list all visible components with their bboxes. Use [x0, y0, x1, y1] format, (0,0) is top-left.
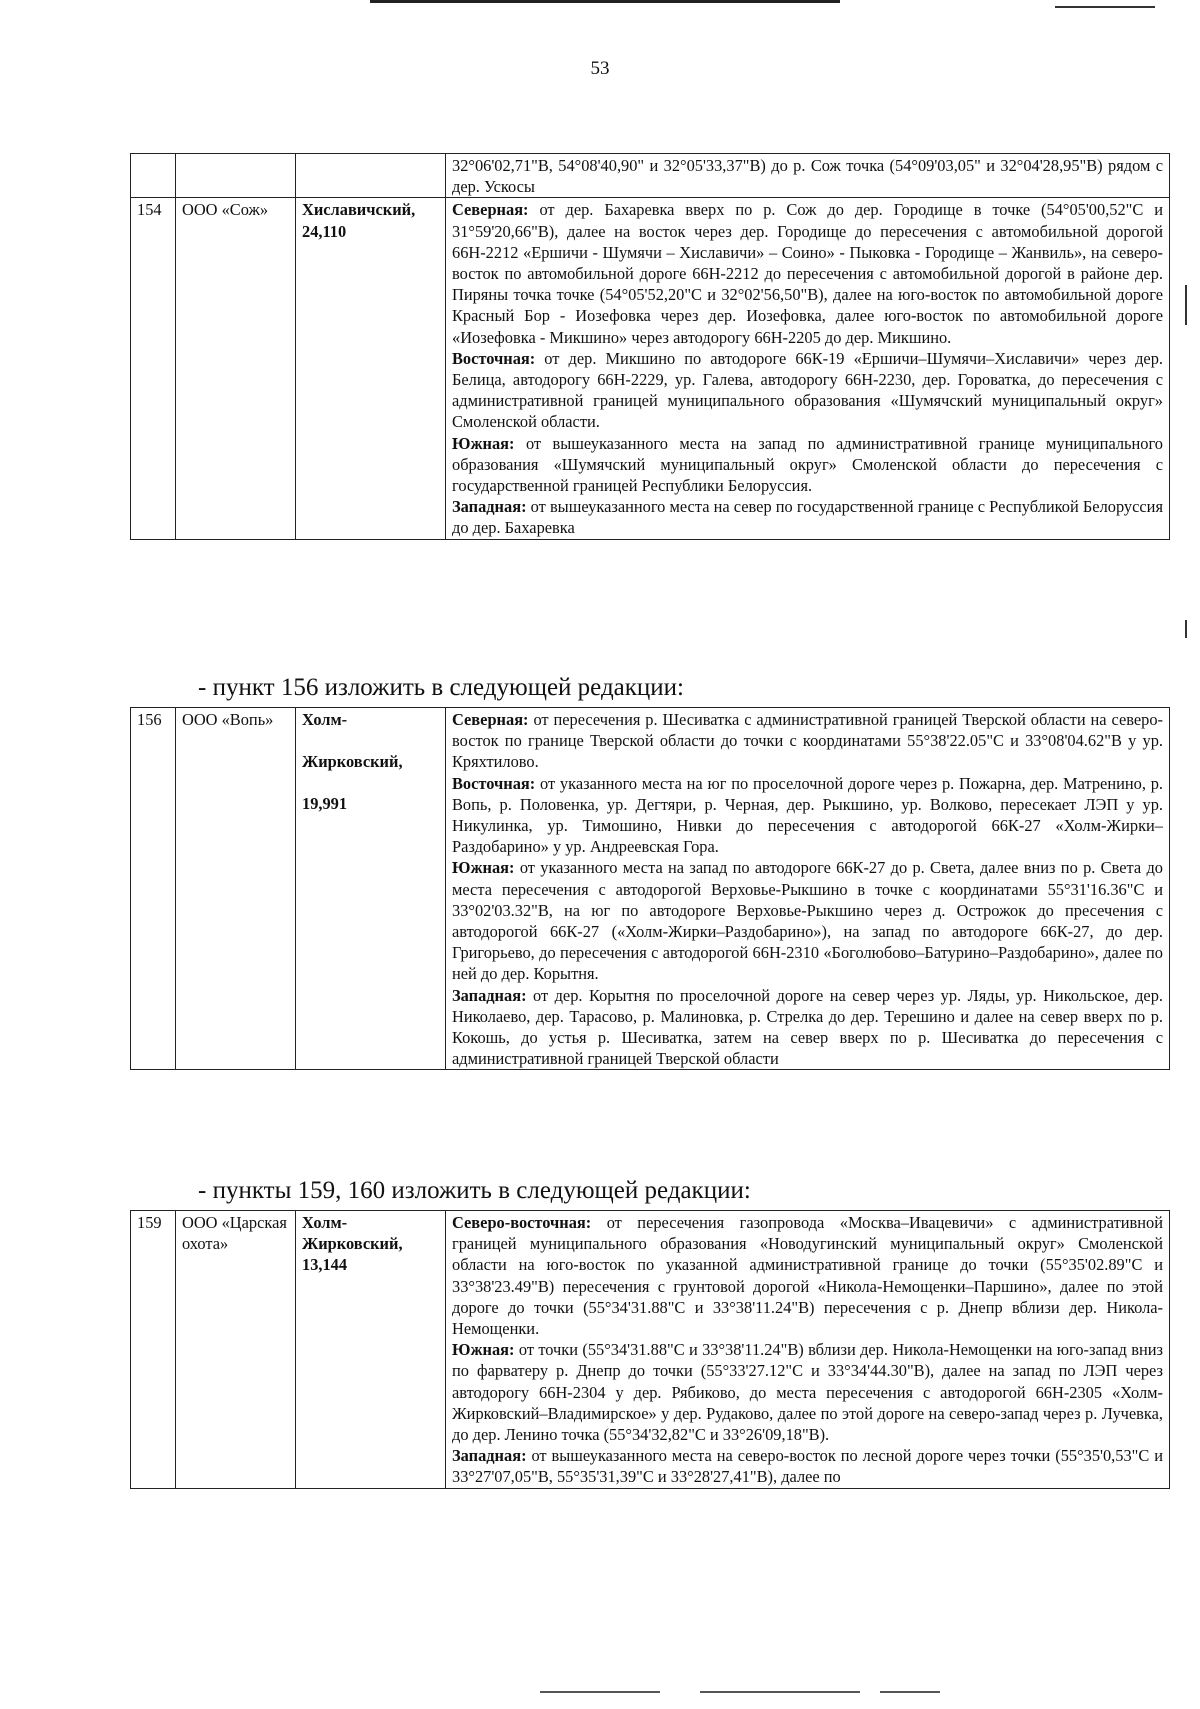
scan-margin-mark — [1185, 620, 1187, 638]
boundary-text: от вышеуказанного места на запад по административной границе муниципального образования «Шумячский муниципальный округ» Смоленской области до пересечения с государственной границей Республики Белоруссия. — [452, 433, 1163, 496]
boundary-label: Восточная: — [452, 348, 536, 368]
row-number: 156 — [131, 708, 176, 1070]
boundary-text: от указанного места на юг по проселочной дороге через р. Пожарна, дер. Матренино, р. Вопь, р. Половенка, ур. Дегтяри, р. Черная, дер. Рыкшино, ур. Волково, пересекает ЛЭП у ур. Никулинка, ур. Тимошино, Нивки до пересечения с автодорогой 66К-27 «Холм-Жирки–Раздобарино» у ур. Андреевская Гора. — [452, 773, 1163, 857]
boundary-description — [446, 708, 1170, 1070]
district-area — [296, 198, 446, 539]
area-value: 19,991 — [302, 794, 348, 814]
boundary-north — [452, 199, 1163, 347]
boundary-label: Северная: — [452, 710, 529, 729]
boundary-label: Северо-восточная: — [452, 1213, 592, 1232]
boundary-description — [446, 1211, 1170, 1489]
boundary-text: от вышеуказанного места на север по государственной границе с Республикой Белоруссия до дер. Бахаревка — [452, 497, 1163, 538]
table-row-continuation — [131, 154, 1170, 198]
boundary-northeast — [452, 1212, 1163, 1339]
amendment-heading-159-160: - пункты 159, 160 изложить в следующей редакции: — [198, 1177, 751, 1204]
hunting-grounds-table-2 — [130, 707, 1170, 1070]
boundary-west — [452, 1445, 1163, 1487]
boundary-label: Западная: — [452, 985, 527, 1005]
district-name-line2: Жирковский, — [302, 1234, 403, 1254]
boundary-label: Восточная: — [452, 773, 536, 793]
amendment-heading-156: - пункт 156 изложить в следующей редакции: — [198, 674, 684, 701]
boundary-label: Северная: — [452, 200, 529, 220]
hunting-grounds-table-3 — [130, 1210, 1170, 1489]
boundary-north — [452, 709, 1163, 773]
boundary-east — [452, 348, 1163, 433]
hunting-grounds-table-1 — [130, 153, 1170, 540]
boundary-text: от дер. Бахаревка вверх по р. Сож до дер. Городище в точке (54°05'00,52"С и 31°59'20,66"В), далее на восток через дер. Городище до пересечения с автомобильной дорогой 66Н-2212 «Ершичи - Шумячи – Хиславичи» – Соино» - Пыковка - Городище – Жанвиль», на северо-восток по автомобильной дороге 66Н-2212 до пересечения с автомобильной дорогой в районе дер. Пиряны точка точке (54°05'52,20"С и 32°02'56,50"В), далее на юго-восток по автомобильной дороге Красный Бор - Иозефовка через дер. Иозефовка, далее юго-восток по автомобильной дороге «Иозефовка - Микшино» через автодорогу 66Н-2205 до дер. Микшино. — [452, 200, 1163, 347]
table-row-156 — [131, 708, 1170, 1070]
boundary-text: от вышеуказанного места на северо-восток по лесной дороге через точки (55°35'0,53"С и 33°27'07,05"В, 55°35'31,39"С и 33°28'27,41"В), далее по — [452, 1446, 1163, 1487]
area-value: 24,110 — [302, 221, 347, 241]
boundary-text: от пересечения газопровода «Москва–Ивацевичи» с административной границей муниципального образования «Новодугинский муниципальный округ» Смоленской области на юго-восток по указанной административной границе до точки (55°35'02.89"С и 33°38'23.49"В) пересечения с грунтовой дорогой «Никола-Немощенки–Паршино», далее по этой дороге до точки (55°34'31.88"С и 33°38'11.24"В) пересечения с р. Днепр вблизи дер. Никола-Немощенки. — [452, 1213, 1163, 1339]
boundary-text: от дер. Микшино по автодороге 66К-19 «Ершичи–Шумячи–Хиславичи» через дер. Белица, автодорогу 66Н-2229, ур. Галева, автодорогу 66Н-2230, дер. Горoватка, до пересечения с административной границей муниципального образования «Шумячский муниципальный округ» Смоленской области. — [452, 348, 1163, 432]
page-number: 53 — [590, 58, 610, 79]
scan-edge-top-right — [1055, 6, 1155, 8]
scan-edge-bottom — [0, 1679, 1200, 1709]
boundary-west — [452, 985, 1163, 1070]
scan-margin-mark — [1185, 285, 1187, 325]
boundary-description — [446, 198, 1170, 539]
boundary-text: от указанного места на запад по автодороге 66К-27 до р. Света, далее вниз по р. Света до места пересечения с автодорогой Верховье-Рыкшино в точке с координатами 55°31'16.36"С и 33°02'03.32"В, на юг по автодороге Верховье-Рыкшино через д. Острожок до пресечения с автодорогой 66К-27 («Холм-Жирки–Раздобарино»), на запад по автодороге 66К-27, до дер. Григорьево, до пересечения с автодорогой 66Н-2310 «Боголюбово–Батурино–Раздобарино», далее по ней до дер. Корытня. — [452, 858, 1163, 984]
organization-name: ООО «Сож» — [176, 198, 296, 539]
boundary-east — [452, 773, 1163, 858]
boundary-label: Южная: — [452, 433, 515, 453]
boundary-label: Западная: — [452, 497, 527, 517]
boundary-south — [452, 433, 1163, 497]
row-number: 159 — [131, 1211, 176, 1489]
cell-num-empty — [131, 154, 176, 198]
table-row-154 — [131, 198, 1170, 539]
boundary-text: от дер. Корытня по проселочной дороге на север через ур. Ляды, ур. Никольское, дер. Николаево, дер. Тарасово, р. Малиновка, р. Стрелка до дер. Терешино и далее на север вверх по р. Кокошь, до устья р. Шесиватка, затем на север вверх по р. Шесиватка до пересечения с административной границей Тверской области — [452, 985, 1163, 1069]
boundary-label: Западная: — [452, 1446, 527, 1466]
district-area — [296, 1211, 446, 1489]
boundary-south — [452, 857, 1163, 984]
boundary-text: от пересечения р. Шесиватка с административной границей Тверской области на северо-восток по границе Тверской области до точки с координатами 55°38'22.05"С и 33°08'04.62"В у ур. Кряхтилово. — [452, 710, 1163, 772]
district-area — [296, 708, 446, 1070]
district-name: Хиславичский, — [302, 200, 416, 220]
district-name-line1: Холм- — [302, 710, 348, 729]
boundary-label: Южная: — [452, 1340, 515, 1360]
organization-name: ООО «Царская охота» — [176, 1211, 296, 1489]
district-name-line2: Жирковский, — [302, 752, 403, 772]
district-name-line1: Холм- — [302, 1213, 348, 1232]
boundary-west — [452, 496, 1163, 538]
boundary-label: Южная: — [452, 858, 515, 878]
area-value: 13,144 — [302, 1255, 348, 1275]
cell-area-empty — [296, 154, 446, 198]
organization-name: ООО «Вопь» — [176, 708, 296, 1070]
boundary-text: от точки (55°34'31.88"С и 33°38'11.24"В) вблизи дер. Никола-Немощенки на юго-запад вниз по фарватеру р. Днепр до точки (55°33'27.12"С и 33°34'44.30"В), далее на запад по ЛЭП через автодорогу 66Н-2304 у дер. Рябиково, до места пересечения с автодорогой 66Н-2305 «Холм-Жирковский–Владимирское» у дер. Рудаково, далее по этой дороге на северо-запад через р. Лучевка, до дер. Ленино точка (55°34'32,82"С и 33°26'09,18"В). — [452, 1340, 1163, 1445]
cell-continuation-text: 32°06'02,71"В, 54°08'40,90" и 32°05'33,37"В) до р. Сож точка (54°09'03,05" и 32°04'28,95"В) рядом с дер. Ускосы — [446, 154, 1170, 198]
scan-edge-top — [370, 0, 840, 3]
cell-org-empty — [176, 154, 296, 198]
table-row-159 — [131, 1211, 1170, 1489]
boundary-south — [452, 1339, 1163, 1445]
row-number: 154 — [131, 198, 176, 539]
